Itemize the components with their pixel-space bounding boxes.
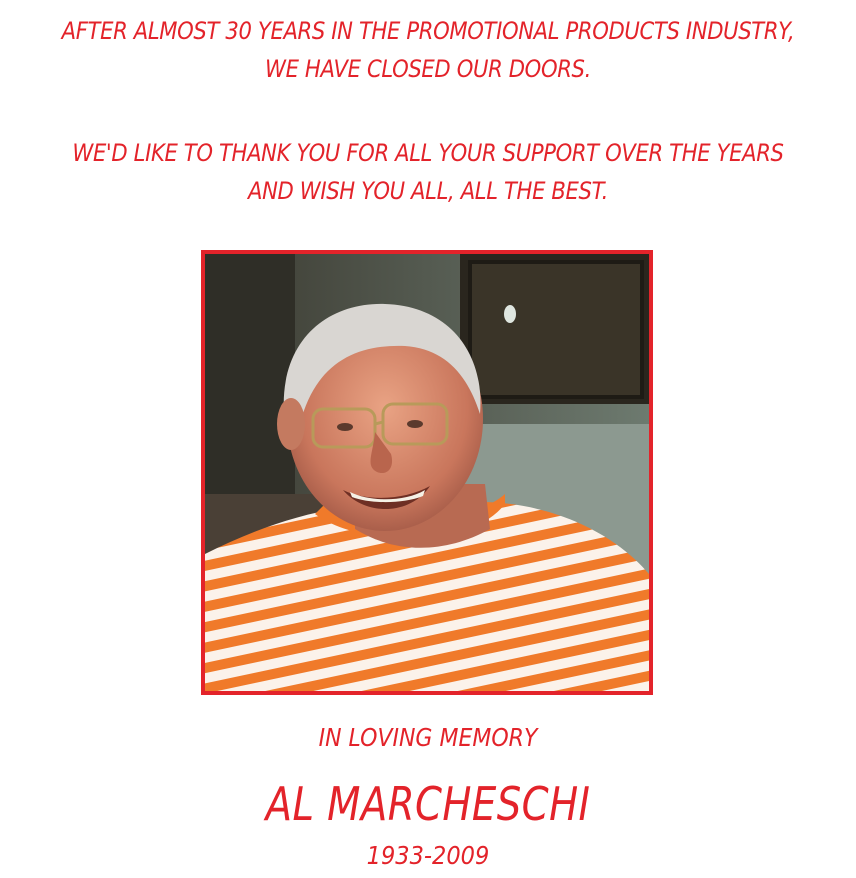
message-line: WE'D LIKE TO THANK YOU FOR ALL YOUR SUPPORT OVER THE YEARS [72, 139, 784, 167]
thank-you-message [51, 134, 804, 210]
message-line: AND WISH YOU ALL, ALL THE BEST. [247, 177, 609, 205]
closing-message [51, 12, 804, 88]
portrait-illustration [205, 254, 649, 691]
in-memory-label: IN LOVING MEMORY [318, 723, 538, 752]
memorial-name: AL MARCHESCHI [265, 777, 591, 831]
memorial-years: 1933-2009 [366, 841, 490, 870]
message-line: AFTER ALMOST 30 YEARS IN THE PROMOTIONAL PRODUCTS INDUSTRY, [61, 17, 795, 45]
memorial-photo [201, 250, 653, 695]
message-line: WE HAVE CLOSED OUR DOORS. [265, 55, 591, 83]
